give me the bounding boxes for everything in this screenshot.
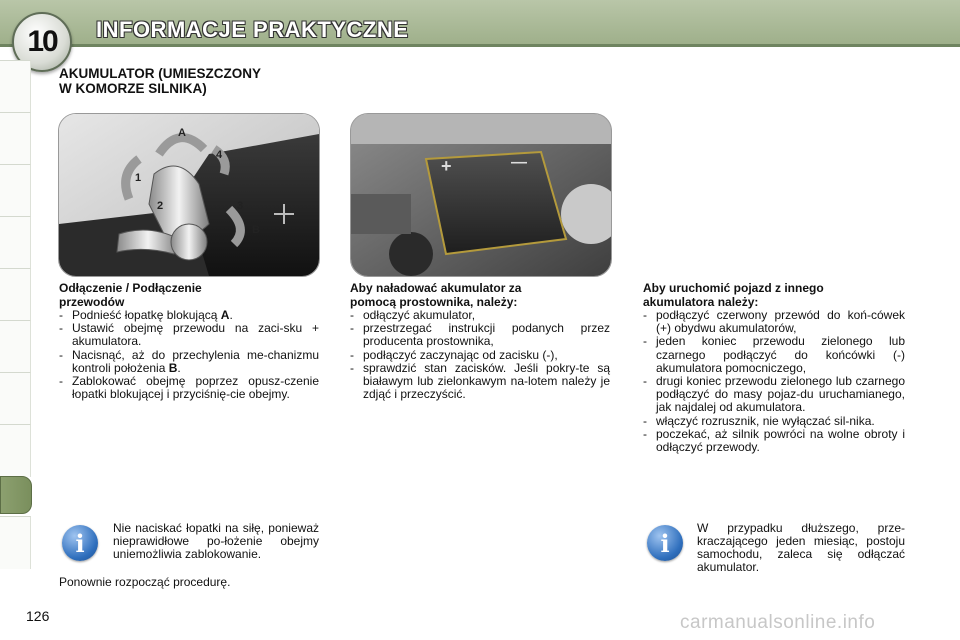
column2-title-line2: pomocą prostownika, należy: [350,295,518,309]
jump-start-steps-list [643,309,905,454]
header-divider [0,44,960,47]
page-number: 126 [26,608,50,624]
column3-title-line1: Aby uruchomić pojazd z innego [643,281,824,295]
watermark: carmanualsonline.info [680,612,876,633]
list-dash: - [59,308,63,322]
section-title-line2: W KOMORZE SILNIKA) [59,81,207,96]
list-item: - drugi koniec przewodu zielonego lub czarnego podłączyć do masy pojaz-du uruchamianego, jak najdalej od akumulatora. [643,374,905,415]
list-item: - Zablokować obejmę poprzez opusz-czenie łopatki blokującej i przyciśnię-cie obejmy. [59,374,319,402]
info-icon: i [62,525,98,561]
list-dash: - [350,321,354,336]
battery-clamp-photo [58,113,320,277]
list-item: - podłączyć zaczynając od zacisku (-), [350,347,558,362]
list-item: - jeden koniec przewodu zielonego lub czarnego podłączyć do końcówki (-) akumulatora pomocniczego, [643,334,905,375]
chapter-tab[interactable] [0,164,31,217]
engine-bay-photo [350,113,612,277]
list-dash: - [643,374,647,389]
list-dash: - [350,347,354,362]
disconnect-steps-list [59,309,319,401]
chapter-tab[interactable] [0,320,31,373]
list-item: - podłączyć czerwony przewód do koń-cówek (+) obydwu akumulatorów, [643,308,905,336]
chapter-tab[interactable] [0,112,31,165]
callout-a: A [178,127,186,139]
callout-b: B [252,224,260,236]
column1-title-line1: Odłączenie / Podłączenie [59,281,202,295]
list-dash: - [643,334,647,349]
column3-title-line2: akumulatora należy: [643,295,759,309]
list-dash: - [350,360,354,375]
column2-title-line1: Aby naładować akumulator za [350,281,522,295]
note-left: Nie naciskać łopatki na siłę, ponieważ nieprawidłowe po-łożenie obejmy uniemożliwia zablokowanie. [113,521,319,561]
chapter-number-badge: 10 [12,12,72,72]
list-item: - Ustawić obejmę przewodu na zaci-sku + akumulatora. [59,321,319,349]
info-icon: i [647,525,683,561]
chapter-tab[interactable] [0,372,31,425]
column1-title-line2: przewodów [59,295,125,309]
list-item: - przestrzegać instrukcji podanych przez producenta prostownika, [350,321,610,349]
chapter-tab[interactable] [0,516,31,569]
chapter-tab[interactable] [0,424,31,477]
list-dash: - [643,413,647,428]
callout-3: 3 [237,200,244,212]
list-item: - poczekać, aż silnik powróci na wolne obroty i odłączyć przewody. [643,426,905,455]
list-dash: - [59,321,63,336]
chapter-tab[interactable] [0,60,31,113]
list-dash: - [59,347,63,362]
list-dash: - [643,308,647,322]
callout-1: 1 [135,172,142,184]
list-item: - Podnieść łopatkę blokującą A. [59,308,233,322]
note-left-restart: Ponownie rozpocząć procedurę. [59,575,231,589]
section-title-line1: AKUMULATOR (UMIESZCZONY [59,66,261,81]
callout-4: 4 [216,149,223,161]
plus-terminal-mark: + [441,156,452,176]
callout-2: 2 [157,200,164,212]
column2-title [350,281,610,309]
list-item: - sprawdzić stan zacisków. Jeśli pokry-te są białawym lub zielonkawym na-lotem należy je zdjąć i przeczyścić. [350,360,610,402]
chapter-tab[interactable] [0,216,31,269]
charging-steps-list [350,309,610,401]
list-item: - odłączyć akumulator, [350,308,476,322]
chapter-tab-active[interactable] [0,476,32,514]
list-item: - Nacisnąć, aż do przechylenia me-chanizmu kontroli położenia B. [59,347,319,375]
column3-title [643,281,905,309]
section-title [59,66,329,96]
list-dash: - [643,426,647,441]
chapter-tab[interactable] [0,268,31,321]
minus-terminal-mark: — [511,154,527,171]
chapter-title: INFORMACJE PRAKTYCZNE [96,17,409,42]
note-right: W przypadku dłuższego, prze-kraczającego jeden miesiąc, postoju samochodu, zaleca się odłączać akumulator. [697,521,905,574]
chapter-tab-rail [0,60,32,580]
list-dash: - [350,308,354,322]
list-item: - włączyć rozrusznik, nie wyłączać sil-nika. [643,413,875,428]
list-dash: - [59,374,63,389]
column1-title [59,281,319,309]
